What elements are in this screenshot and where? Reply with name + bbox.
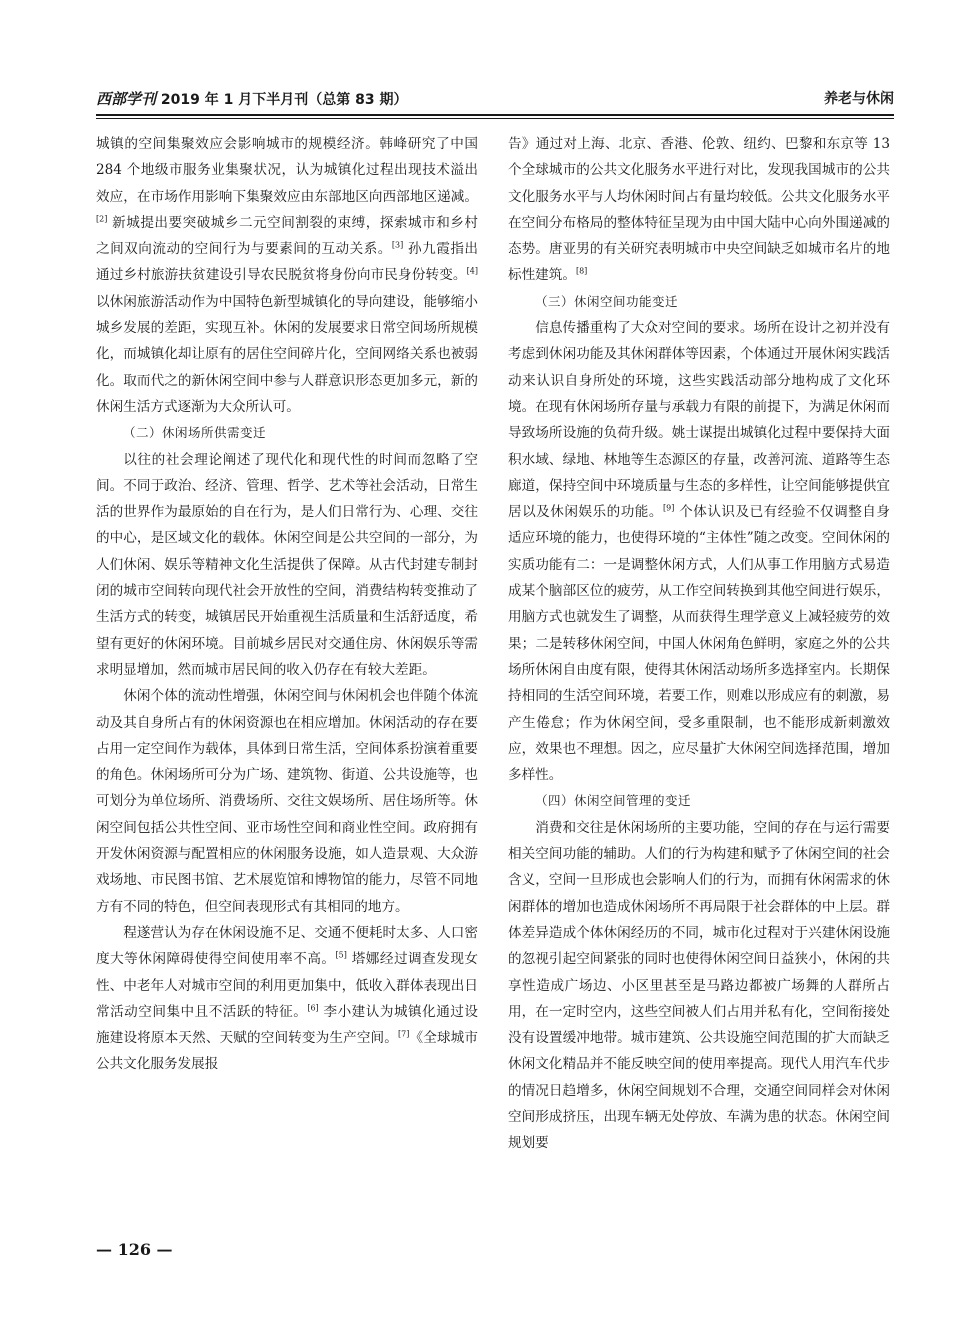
journal-issue (96, 88, 407, 109)
section-title: 养老与休闲 (824, 91, 894, 107)
running-header (96, 86, 894, 116)
issue-label: 2019 年 1 月下半月刊（总第 83 期） (156, 92, 408, 108)
section-subheading: （二）休闲场所供需变迁 (123, 425, 267, 441)
journal-logo: 西部学刊 (96, 90, 157, 108)
paragraph: 城镇的空间集聚效应会影响城市的规模经济。韩峰研究了中国 284 个地级市服务业集聚状况，认为城镇化过程出现技术溢出效应，在市场作用影响下集聚效应由东部地区向西部地区递减。[2] 新城提出要突破城乡二元空间割裂的束缚，探索城市和乡村之间双向流动的空间行为与要素间的互动关系。[3] 孙九霞指出通过乡村旅游扶贫建设引导农民脱贫将身份向市民身份转变。[4] 以休闲旅游活动作为中国特色新型城镇化的导向建设，能够缩小城乡发展的差距，实现互补。休闲的发展要求日常空间场所规模化，而城镇化却让原有的居住空间碎片化，空间网络关系也被弱化。取而代之的新休闲空间中参与人群意识形态更加多元，新的休闲生活方式逐渐为大众所认可。 (96, 136, 479, 415)
section-subheading: （四）休闲空间管理的变迁 (535, 793, 692, 809)
page-number: — 126 — (96, 1240, 173, 1259)
section-subheading: （三）休闲空间功能变迁 (535, 293, 679, 309)
paragraph: 休闲个体的流动性增强，休闲空间与休闲机会也伴随个体流动及其自身所占有的休闲资源也在相应增加。休闲活动的存在要占用一定空间作为载体，具体到日常生活，空间体系扮演着重要的角色。休闲场所可分为广场、建筑物、街道、公共设施等，也可划分为单位场所、消费场所、交往文娱场所、居住场所等。休闲空间包括公共性空间、亚市场性空间和商业性空间。政府拥有开发休闲资源与配置相应的休闲服务设施，如人造景观、大众游戏场地、市民图书馆、艺术展览馆和博物馆的能力，尽管不同地方有不同的特色，但空间表现形式有其相同的地方。 (96, 688, 478, 915)
paragraph: 以往的社会理论阐述了现代化和现代性的时间而忽略了空间。不同于政治、经济、管理、哲学、艺术等社会活动，日常生活的世界作为最原始的自在行为，是人们日常行为、心理、交往的中心，是区域文化的载体。休闲空间是公共空间的一部分，为人们休闲、娱乐等精神文化生活提供了保障。从古代封建专制封闭的城市空间转向现代社会开放性的空间，消费结构转变推动了生活方式的转变，城镇居民开始重视生活质量和生活舒适度，希望有更好的休闲环境。目前城乡居民对交通住房、休闲娱乐等需求明显增加，然而城市居民间的收入仍存在有较大差距。 (96, 451, 478, 678)
left-column (96, 131, 478, 1078)
header-rule-thin (96, 118, 894, 119)
paragraph: 程遂营认为存在休闲设施不足、交通不便耗时太多、人口密度大等休闲障碍使得空间使用率不高。[5] 塔娜经过调查发现女性、中老年人对城市空间的利用更加集中，低收入群体表现出日常活动空间集中且不活跃的特征。[6] 李小建认为城镇化通过设施建设将原本天然、天赋的空间转变为生产空间。[7]《全球城市公共文化服务发展报 (96, 924, 479, 1073)
paragraph: 告》通过对上海、北京、香港、伦敦、纽约、巴黎和东京等 13 个全球城市的公共文化服务水平进行对比，发现我国城市的公共文化服务水平与人均休闲时间占有量均较低。公共文化服务水平在空间分布格局的整体特征呈现为由中国大陆中心向外围递减的态势。唐亚男的有关研究表明城市中央空间缺乏如城市名片的地标性建筑。[8] (508, 136, 890, 284)
paragraph: 信息传播重构了大众对空间的要求。场所在设计之初并没有考虑到休闲功能及其休闲群体等因素，个体通过开展休闲实践活动来认识自身所处的环境，这些实践活动部分地构成了文化环境。在现有休闲场所存量与承载力有限的前提下，为满足休闲而导致场所设施的负荷升级。姚士谋提出城镇化过程中要保持大面积水域、绿地、林地等生态源区的存量，改善河流、道路等生态廊道，保持空间中环境质量与生态的多样性，让空间能够提供宜居以及休闲娱乐的功能。[9] 个体认识及已有经验不仅调整自身适应环境的能力，也使得环境的“主体性”随之改变。空间休闲的实质功能有二：一是调整休闲方式，人们从事工作用脑方式易造成某个脑部区位的疲劳，从工作空间转换到其他空间进行娱乐，用脑方式也就发生了调整，从而获得生理学意义上减轻疲劳的效果；二是转移休闲空间，中国人休闲角色鲜明，家庭之外的公共场所休闲自由度有限，使得其休闲活动场所多选择室内。长期保持相同的生活空间环境，若要工作，则难以形成应有的刺激，易产生倦怠；作为休闲空间，受多重限制，也不能形成新刺激效应，效果也不理想。因之，应尽量扩大休闲空间选择范围，增加多样性。 (508, 320, 890, 784)
right-column (508, 131, 890, 1157)
paragraph: 消费和交往是休闲场所的主要功能，空间的存在与运行需要相关空间功能的辅助。人们的行为构建和赋予了休闲空间的社会含义，空间一旦形成也会影响人们的行为，而拥有休闲需求的休闲群体的增加也造成休闲场所不再局限于社会群体的中上层。群体差异造成个体休闲经历的不同，城市化过程对于兴建休闲设施的忽视引起空间紧张的同时也使得休闲空间日益狭小，休闲的共享性造成广场边、小区里甚至是马路边都被广场舞的人群所占用，在一定时空内，这些空间被人们占用并私有化，空间衔接处没有设置缓冲地带。城市建筑、公共设施空间范围的扩大而缺乏休闲文化精品并不能反映空间的使用率提高。现代人用汽车代步的情况日趋增多，休闲空间规划不合理，交通空间同样会对休闲空间形成挤压，出现车辆无处停放、车满为患的状态。休闲空间规划要 (508, 819, 890, 1152)
header-rule-thick (96, 114, 894, 116)
